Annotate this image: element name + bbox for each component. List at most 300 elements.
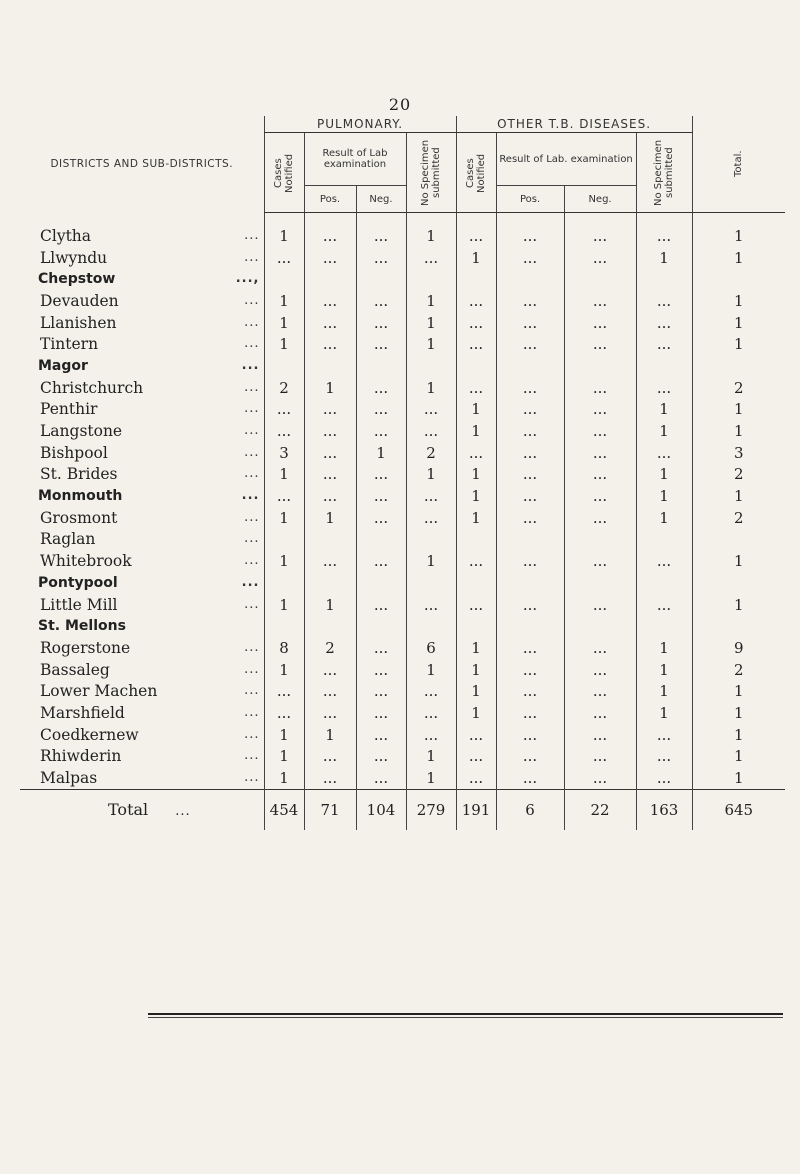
table-cell: 1 xyxy=(456,247,496,269)
table-cell xyxy=(406,615,456,637)
table-cell: 1 xyxy=(456,507,496,529)
totals-label: Total ... xyxy=(20,789,264,830)
pulm-no-specimen-header: No Specimen submitted xyxy=(406,133,456,213)
table-cell: 1 xyxy=(406,464,456,486)
table-cell: ... xyxy=(304,247,356,269)
row-name-cell xyxy=(20,572,264,594)
leader-dots: ... xyxy=(244,379,260,395)
table-cell: 1 xyxy=(456,680,496,702)
table-cell: 1 xyxy=(456,637,496,659)
total-cell: 645 xyxy=(692,789,785,830)
pulm-result-lab-header: Result of Lab examination xyxy=(304,133,406,186)
sub-district-row xyxy=(20,550,785,572)
leader-dots: ... xyxy=(244,683,260,699)
table-cell: 1 xyxy=(692,724,785,746)
row-name-cell xyxy=(20,377,264,399)
total-cell: 104 xyxy=(356,789,406,830)
table-cell: ... xyxy=(564,724,636,746)
table-cell: 1 xyxy=(304,724,356,746)
table-cell: 1 xyxy=(636,702,692,724)
district-name: Pontypool xyxy=(38,574,118,591)
sub-district-row xyxy=(20,312,785,334)
table-cell: 1 xyxy=(304,377,356,399)
leader-dots: ... xyxy=(244,509,260,525)
leader-dots: ... xyxy=(244,227,260,243)
table-cell: 1 xyxy=(264,333,304,355)
totals-row xyxy=(20,789,785,830)
table-cell: ... xyxy=(636,213,692,247)
leader-dots: ... xyxy=(244,596,260,612)
table-cell: ... xyxy=(356,399,406,421)
table-cell: 1 xyxy=(406,290,456,312)
table-cell: ... xyxy=(496,702,564,724)
leader-dots: ... xyxy=(244,704,260,720)
table-cell: ... xyxy=(356,485,406,507)
table-cell: ... xyxy=(356,377,406,399)
leader-dots: ... xyxy=(244,401,260,417)
sub-district-name: Penthir xyxy=(40,400,98,419)
table-cell: ... xyxy=(636,312,692,334)
table-cell: 1 xyxy=(456,420,496,442)
table-cell: ... xyxy=(636,377,692,399)
table-cell: ... xyxy=(356,702,406,724)
row-name-cell xyxy=(20,724,264,746)
table-cell: ... xyxy=(564,399,636,421)
tuberculosis-table xyxy=(20,116,785,830)
row-name-cell xyxy=(20,529,264,551)
sub-district-name: Little Mill xyxy=(40,595,118,614)
table-cell: ... xyxy=(564,442,636,464)
table-cell: ... xyxy=(456,550,496,572)
table-cell: ... xyxy=(264,485,304,507)
table-cell xyxy=(264,529,304,551)
row-name-cell xyxy=(20,507,264,529)
table-cell: ... xyxy=(356,290,406,312)
table-cell: ... xyxy=(304,746,356,768)
table-body xyxy=(20,213,785,790)
table-cell: ... xyxy=(564,333,636,355)
sub-district-name: Bishpool xyxy=(40,443,108,462)
table-cell: ... xyxy=(356,550,406,572)
table-cell xyxy=(692,355,785,377)
table-cell: 1 xyxy=(692,213,785,247)
sub-district-name: Llwyndu xyxy=(40,248,108,267)
table-cell: ... xyxy=(636,724,692,746)
table-cell: ... xyxy=(564,507,636,529)
table-cell: ... xyxy=(356,637,406,659)
table-cell xyxy=(496,529,564,551)
table-cell: ... xyxy=(564,767,636,789)
table-cell: 1 xyxy=(636,637,692,659)
table-cell: ... xyxy=(406,399,456,421)
district-row xyxy=(20,268,785,290)
table-cell xyxy=(692,529,785,551)
table-cell: ... xyxy=(636,290,692,312)
table-cell xyxy=(304,529,356,551)
row-name-cell xyxy=(20,312,264,334)
table-cell: ... xyxy=(496,659,564,681)
table-cell: ... xyxy=(564,247,636,269)
table-cell: 2 xyxy=(692,507,785,529)
table-cell: ... xyxy=(564,464,636,486)
pulm-neg-header: Neg. xyxy=(356,186,406,213)
table-cell: 1 xyxy=(264,290,304,312)
table-cell xyxy=(356,355,406,377)
table-cell: ... xyxy=(304,290,356,312)
table-cell: ... xyxy=(456,377,496,399)
table-cell: ... xyxy=(636,333,692,355)
district-name: Chepstow xyxy=(38,271,116,288)
table-cell xyxy=(692,572,785,594)
total-cell: 163 xyxy=(636,789,692,830)
table-cell: 1 xyxy=(264,312,304,334)
table-cell: ... xyxy=(304,767,356,789)
sub-district-row xyxy=(20,767,785,789)
sub-district-row xyxy=(20,464,785,486)
table-cell: 1 xyxy=(636,485,692,507)
sub-district-name: Tintern xyxy=(40,335,99,354)
table-cell: ... xyxy=(496,399,564,421)
table-cell xyxy=(304,355,356,377)
row-name-cell xyxy=(20,399,264,421)
table-cell xyxy=(456,529,496,551)
sub-district-name: Whitebrook xyxy=(40,552,132,571)
sub-district-row xyxy=(20,507,785,529)
other-cases-notified-header: Cases Notified xyxy=(456,133,496,213)
table-cell: ... xyxy=(264,399,304,421)
table-cell xyxy=(636,355,692,377)
table-cell: 1 xyxy=(692,312,785,334)
table-cell: ... xyxy=(264,420,304,442)
table-cell xyxy=(356,268,406,290)
row-name-cell xyxy=(20,420,264,442)
district-row xyxy=(20,615,785,637)
row-name-cell xyxy=(20,767,264,789)
sub-district-row xyxy=(20,420,785,442)
total-cell: 454 xyxy=(264,789,304,830)
table-cell xyxy=(304,268,356,290)
table-cell: 1 xyxy=(692,594,785,616)
table-cell xyxy=(264,268,304,290)
pulmonary-header: PULMONARY. xyxy=(264,116,456,133)
table-cell xyxy=(456,572,496,594)
table-cell: ... xyxy=(406,485,456,507)
table-cell: ... xyxy=(356,659,406,681)
table-cell: ... xyxy=(496,507,564,529)
table-cell: ... xyxy=(496,724,564,746)
table-cell: ... xyxy=(456,333,496,355)
table-cell xyxy=(496,268,564,290)
table-cell xyxy=(564,268,636,290)
table-cell xyxy=(456,615,496,637)
sub-district-name: Rhiwderin xyxy=(40,747,122,766)
table-cell: 1 xyxy=(406,377,456,399)
table-cell: 1 xyxy=(264,213,304,247)
table-cell: 1 xyxy=(636,399,692,421)
table-cell: 1 xyxy=(636,507,692,529)
table-cell: ... xyxy=(456,213,496,247)
table-cell: ... xyxy=(406,702,456,724)
table-cell: 1 xyxy=(692,746,785,768)
leader-dots: ... xyxy=(244,444,260,460)
total-cell: 279 xyxy=(406,789,456,830)
table-cell: ... xyxy=(356,680,406,702)
row-name-cell xyxy=(20,485,264,507)
sub-district-row xyxy=(20,399,785,421)
table-cell xyxy=(496,355,564,377)
leader-dots: ... xyxy=(244,423,260,439)
leader-dots: ... xyxy=(241,574,260,590)
table-cell: ... xyxy=(456,290,496,312)
district-row xyxy=(20,572,785,594)
sub-district-name: Christchurch xyxy=(40,378,144,397)
table-cell: ... xyxy=(496,213,564,247)
table-cell: 1 xyxy=(692,702,785,724)
table-cell xyxy=(264,355,304,377)
leader-dots: ... xyxy=(244,661,260,677)
table-cell: 1 xyxy=(692,485,785,507)
table-cell xyxy=(496,572,564,594)
other-result-lab-header: Result of Lab. examination xyxy=(496,133,636,186)
table-cell: ... xyxy=(304,420,356,442)
table-cell xyxy=(406,268,456,290)
total-cell: 191 xyxy=(456,789,496,830)
leader-dots: ... xyxy=(244,770,260,786)
district-name: Monmouth xyxy=(38,488,123,505)
table-cell: 1 xyxy=(692,680,785,702)
table-cell xyxy=(564,529,636,551)
sub-district-row xyxy=(20,377,785,399)
table-cell: ... xyxy=(264,680,304,702)
table-cell: 2 xyxy=(304,637,356,659)
districts-header: DISTRICTS AND SUB-DISTRICTS. xyxy=(50,158,234,171)
row-name-cell xyxy=(20,268,264,290)
table-cell: ... xyxy=(564,420,636,442)
row-name-cell xyxy=(20,702,264,724)
sub-district-name: Lower Machen xyxy=(40,682,158,701)
sub-district-name: Marshfield xyxy=(40,703,125,722)
table-cell: 1 xyxy=(692,247,785,269)
table-cell: 1 xyxy=(636,247,692,269)
table-cell: ... xyxy=(496,377,564,399)
leader-dots: ... xyxy=(244,336,260,352)
table-cell: 9 xyxy=(692,637,785,659)
table-cell: 1 xyxy=(264,659,304,681)
leader-dots: ... xyxy=(244,292,260,308)
leader-dots: ... xyxy=(241,488,260,504)
table-cell: 1 xyxy=(406,767,456,789)
bottom-rule xyxy=(148,1013,783,1015)
row-name-cell xyxy=(20,746,264,768)
leader-dots: ... xyxy=(241,357,260,373)
table-cell: ... xyxy=(304,485,356,507)
table-cell: ... xyxy=(636,442,692,464)
table-cell: 1 xyxy=(636,420,692,442)
table-cell: 1 xyxy=(264,594,304,616)
table-cell: ... xyxy=(406,507,456,529)
table-cell: 1 xyxy=(356,442,406,464)
table-cell: 1 xyxy=(406,213,456,247)
row-name-cell xyxy=(20,333,264,355)
table-cell: 1 xyxy=(264,464,304,486)
table-cell: 1 xyxy=(406,746,456,768)
total-cell: 71 xyxy=(304,789,356,830)
table-cell: 2 xyxy=(406,442,456,464)
table-cell: 1 xyxy=(692,767,785,789)
row-name-cell xyxy=(20,442,264,464)
pulm-pos-header: Pos. xyxy=(304,186,356,213)
table-cell: 1 xyxy=(692,550,785,572)
table-cell: ... xyxy=(636,594,692,616)
table-cell xyxy=(356,572,406,594)
table-cell: ... xyxy=(564,312,636,334)
table-cell: ... xyxy=(496,485,564,507)
leader-dots: ... xyxy=(244,249,260,265)
table-cell: 1 xyxy=(692,290,785,312)
table-cell: ... xyxy=(406,724,456,746)
table-cell: ... xyxy=(496,550,564,572)
sub-district-name: Malpas xyxy=(40,769,98,788)
district-row xyxy=(20,485,785,507)
sub-district-row xyxy=(20,637,785,659)
sub-district-name: St. Brides xyxy=(40,465,118,484)
table-cell: 3 xyxy=(692,442,785,464)
sub-district-row xyxy=(20,442,785,464)
table-cell: ... xyxy=(636,550,692,572)
table-cell: ... xyxy=(304,442,356,464)
table-cell: ... xyxy=(496,637,564,659)
table-cell xyxy=(636,268,692,290)
row-name-cell xyxy=(20,680,264,702)
leader-dots: ... xyxy=(244,726,260,742)
table-cell: ... xyxy=(356,333,406,355)
table-cell: ... xyxy=(356,213,406,247)
row-name-cell xyxy=(20,355,264,377)
row-name-cell xyxy=(20,659,264,681)
table-cell: ... xyxy=(406,247,456,269)
table-cell: 1 xyxy=(636,680,692,702)
table-cell xyxy=(356,615,406,637)
table-cell: ... xyxy=(564,485,636,507)
table-cell: ... xyxy=(456,724,496,746)
sub-district-row xyxy=(20,290,785,312)
table-cell xyxy=(304,572,356,594)
table-cell: ... xyxy=(456,746,496,768)
sub-district-row xyxy=(20,529,785,551)
table-cell: ... xyxy=(304,550,356,572)
other-pos-header: Pos. xyxy=(496,186,564,213)
table-cell: ... xyxy=(456,442,496,464)
table-cell: 1 xyxy=(692,333,785,355)
table-cell: ... xyxy=(304,659,356,681)
table-cell: ... xyxy=(496,312,564,334)
district-name: Magor xyxy=(38,357,88,374)
sub-district-name: Raglan xyxy=(40,530,96,549)
table-cell: ... xyxy=(356,312,406,334)
table-cell: ... xyxy=(564,377,636,399)
table-cell: ... xyxy=(456,594,496,616)
other-neg-header: Neg. xyxy=(564,186,636,213)
sub-district-row xyxy=(20,702,785,724)
table-cell xyxy=(564,355,636,377)
table-cell: ... xyxy=(304,312,356,334)
table-cell: ... xyxy=(496,746,564,768)
table-cell: ... xyxy=(496,767,564,789)
row-name-cell xyxy=(20,594,264,616)
table-cell xyxy=(264,615,304,637)
table-cell: 1 xyxy=(304,507,356,529)
total-cell: 22 xyxy=(564,789,636,830)
other-no-specimen-header: No Specimen submitted xyxy=(636,133,692,213)
table-cell: 1 xyxy=(406,659,456,681)
table-cell: ... xyxy=(496,420,564,442)
table-cell: ... xyxy=(304,702,356,724)
table-cell xyxy=(636,615,692,637)
table-cell: 1 xyxy=(264,550,304,572)
table-cell xyxy=(636,529,692,551)
table-cell: 1 xyxy=(456,485,496,507)
leader-dots: ... xyxy=(244,553,260,569)
table-cell xyxy=(304,615,356,637)
leader-dots: ... xyxy=(244,466,260,482)
table-cell xyxy=(692,615,785,637)
sub-district-name: Clytha xyxy=(40,226,92,245)
table-cell: 1 xyxy=(456,702,496,724)
table-cell: ... xyxy=(496,290,564,312)
sub-district-row xyxy=(20,333,785,355)
table-cell xyxy=(406,572,456,594)
table-cell: ... xyxy=(496,247,564,269)
table-cell: ... xyxy=(356,420,406,442)
table-cell xyxy=(636,572,692,594)
table-cell: ... xyxy=(356,746,406,768)
table-cell: ... xyxy=(356,507,406,529)
table-cell: 2 xyxy=(692,464,785,486)
table-cell: 1 xyxy=(264,724,304,746)
bottom-rule-thin xyxy=(148,1017,783,1018)
table-cell: ... xyxy=(304,680,356,702)
table-cell xyxy=(264,572,304,594)
sub-district-name: Coedkernew xyxy=(40,725,139,744)
table-cell: 8 xyxy=(264,637,304,659)
sub-district-row xyxy=(20,680,785,702)
table-cell: 1 xyxy=(456,464,496,486)
total-header: Total. xyxy=(692,116,785,213)
table-cell: ... xyxy=(564,637,636,659)
leader-dots: ... xyxy=(244,314,260,330)
table-cell xyxy=(564,572,636,594)
table-cell xyxy=(456,268,496,290)
sub-district-row xyxy=(20,659,785,681)
table-cell: 1 xyxy=(264,746,304,768)
table-cell: ... xyxy=(304,333,356,355)
sub-district-name: Langstone xyxy=(40,422,123,441)
district-name: St. Mellons xyxy=(38,618,126,635)
table-cell: 1 xyxy=(264,767,304,789)
table-cell: ... xyxy=(636,767,692,789)
row-name-cell xyxy=(20,247,264,269)
table-cell: ... xyxy=(496,442,564,464)
table-cell: ... xyxy=(496,464,564,486)
table-cell xyxy=(456,355,496,377)
table-cell: ... xyxy=(564,680,636,702)
table-cell: ... xyxy=(564,290,636,312)
sub-district-name: Llanishen xyxy=(40,313,117,332)
leader-dots: ... xyxy=(244,639,260,655)
district-row xyxy=(20,355,785,377)
table-cell: 1 xyxy=(456,399,496,421)
sub-district-row xyxy=(20,213,785,247)
